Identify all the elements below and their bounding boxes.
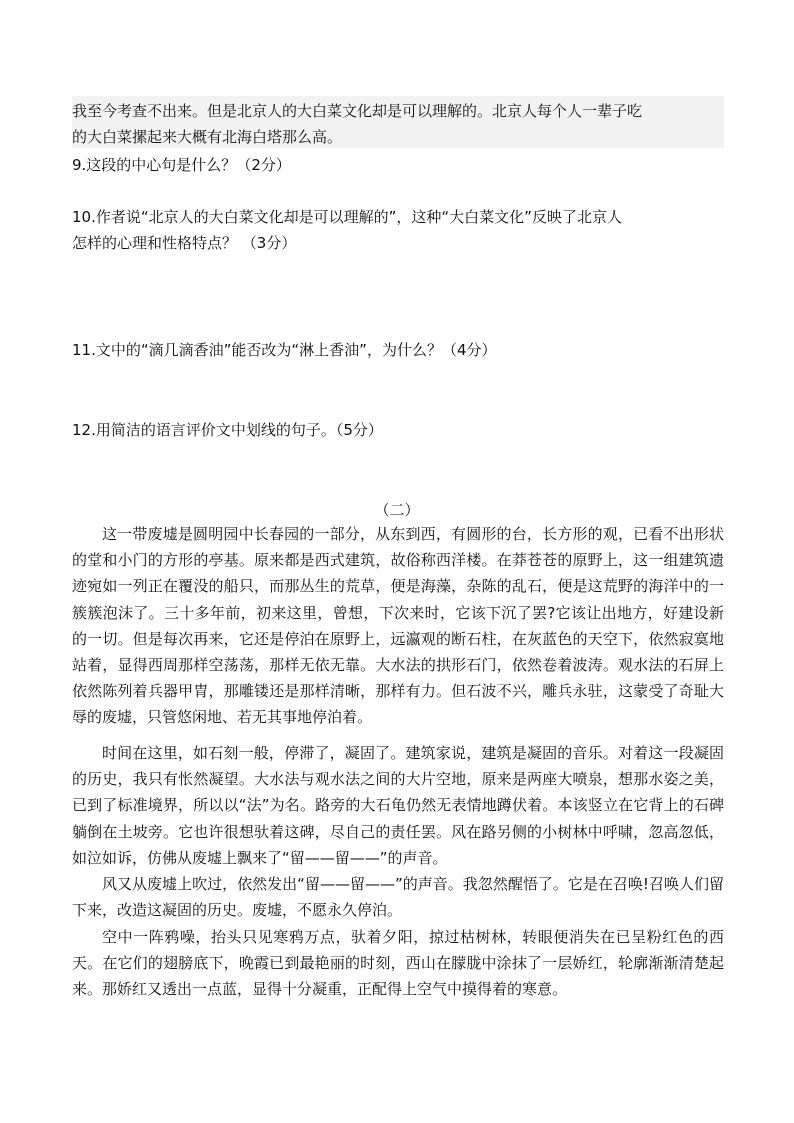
- question-9: 9.这段的中心句是什么？（2分）: [72, 156, 291, 174]
- section-two-paragraph-2: 时间在这里，如石刻一般，停滞了，凝固了。建筑家说，建筑是凝固的音乐。对着这一段凝固的历史，我只有怅然凝望。大水法与观水法之间的大片空地，原来是两座大喷泉，想那水姿之美，已到了标准境界，所以以“法”为名。路旁的大石龟仍然无表情地蹲伏着。本该竖立在它背上的石碑躺倒在土坡旁。它也许很想驮着这碑，尽自己的责任罢。风在路另侧的小树林中呼啸，忽高忽低，如泣如诉，仿佛从废墟上飘来了“留——留——”的声音。: [72, 744, 724, 867]
- passage-tail-line-2: 的大白菜摞起来大概有北海白塔那么高。: [72, 128, 343, 146]
- section-two-paragraph-3: 风又从废墟上吹过，依然发出“留——留——”的声音。我忽然醒悟了。它是在召唤!召唤人们留下来，改造这凝固的历史。废墟，不愿永久停泊。: [72, 875, 724, 920]
- section-two-title: （二）: [374, 501, 420, 519]
- passage-tail-line-1: 我至今考查不出来。但是北京人的大白菜文化却是可以理解的。北京人每个人一辈子吃: [72, 102, 643, 120]
- section-two-paragraph-1: 这一带废墟是圆明园中长春园的一部分，从东到西，有圆形的台，长方形的观，已看不出形状的堂和小门的方形的亭基。原来都是西式建筑，故俗称西洋楼。在莽苍苍的原野上，这一组建筑遗迹宛如一列正在覆没的船只，而那丛生的荒草，便是海藻，杂陈的乱石，便是这荒野的海洋中的一簇簇泡沫了。三十多年前，初来这里，曾想，下次来时，它该下沉了罢?它该让出地方，好建设新的一切。但是每次再来，它还是停泊在原野上，远瀛观的断石柱，在灰蓝色的天空下，依然寂寞地站着，显得西周那样空荡荡，那样无依无靠。大水法的拱形石门，依然卷着波涛。观水法的石屏上依然陈列着兵器甲胄，那雕镂还是那样清晰，那样有力。但石波不兴，雕兵永驻，这蒙受了奇耻大辱的废墟，只管悠闲地、若无其事地停泊着。: [72, 525, 724, 727]
- section-two-paragraph-4: 空中一阵鸦噪，抬头只见寒鸦万点，驮着夕阳，掠过枯树林，转眼便消失在已呈粉红色的西天。在它们的翅膀底下，晚霞已到最艳丽的时刻，西山在朦胧中涂抹了一层娇红，轮廓渐渐清楚起来。那娇红又透出一点蓝，显得十分凝重，正配得上空气中摸得着的寒意。: [72, 928, 724, 999]
- question-10-line-2: 怎样的心理和性格特点？ （3分）: [72, 234, 297, 252]
- question-11: 11.文中的“滴几滴香油”能否改为“淋上香油”，为什么？（4分）: [72, 341, 497, 359]
- question-10-line-1: 10.作者说“北京人的大白菜文化却是可以理解的”，这种“大白菜文化”反映了北京人: [72, 208, 622, 226]
- question-12: 12.用简洁的语言评价文中划线的句子。（5分）: [72, 421, 383, 439]
